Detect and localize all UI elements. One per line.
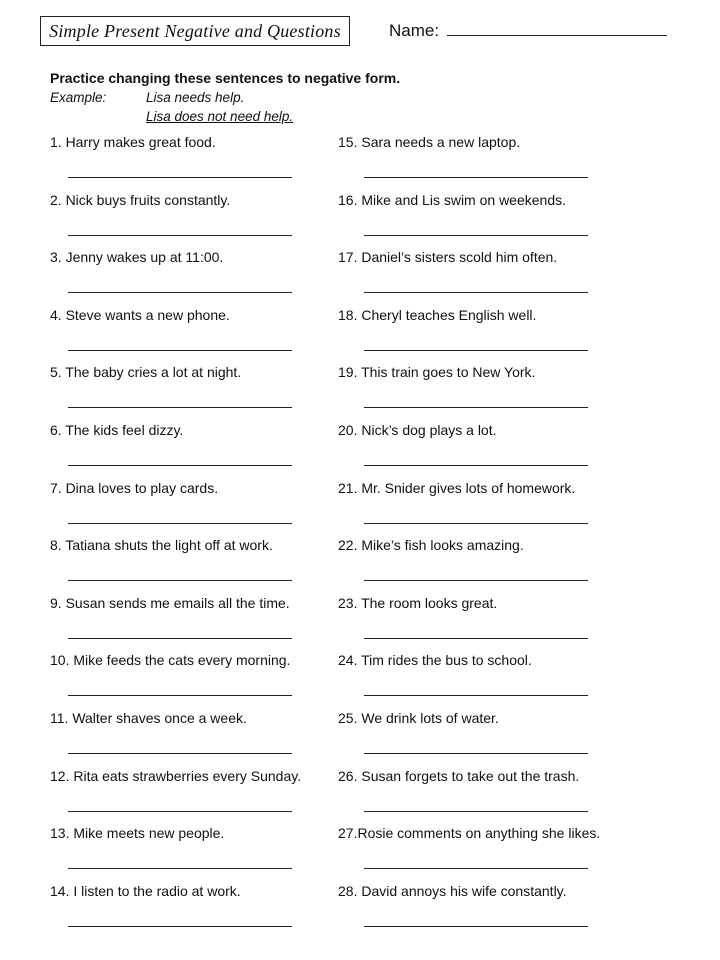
exercise-item: 20. Nick’s dog plays a lot. [338, 422, 497, 438]
exercise-item: 27.Rosie comments on anything she likes. [338, 825, 601, 842]
answer-line[interactable] [364, 523, 588, 524]
answer-line[interactable] [68, 811, 292, 812]
exercise-item: 19. This train goes to New York. [338, 364, 536, 381]
answer-line[interactable] [68, 523, 292, 524]
answer-line[interactable] [364, 580, 588, 581]
exercise-item: 7. Dina loves to play cards. [50, 479, 219, 496]
answer-line[interactable] [364, 407, 588, 408]
answer-line[interactable] [68, 407, 292, 408]
answer-line[interactable] [68, 695, 292, 696]
name-label: Name: [389, 21, 440, 40]
answer-line[interactable] [364, 292, 588, 293]
exercise-item: 21. Mr. Snider gives lots of homework. [338, 479, 576, 496]
example-answer: Lisa does not need help. [146, 109, 294, 124]
answer-line[interactable] [68, 868, 292, 869]
exercise-item: 2. Nick buys fruits constantly. [50, 191, 231, 208]
answer-line[interactable] [364, 753, 588, 754]
answer-line[interactable] [68, 235, 292, 236]
exercise-item: 18. Cheryl teaches English well. [338, 306, 537, 323]
example-answer-wrap [146, 109, 311, 124]
exercise-item: 8. Tatiana shuts the light off at work. [50, 537, 273, 554]
example-sentence: Lisa needs help. [146, 90, 245, 105]
exercise-item: 22. Mike’s fish looks amazing. [338, 537, 524, 554]
exercise-item: 24. Tim rides the bus to school. [338, 652, 532, 669]
answer-line[interactable] [364, 235, 588, 236]
answer-line[interactable] [364, 465, 588, 466]
answer-line[interactable] [364, 811, 588, 812]
answer-line[interactable] [364, 926, 588, 927]
answer-line[interactable] [364, 638, 588, 639]
answer-line[interactable] [364, 695, 588, 696]
answer-line[interactable] [68, 177, 292, 178]
exercise-item: 12. Rita eats strawberries every Sunday. [50, 767, 302, 784]
exercise-item: 17. Daniel’s sisters scold him often. [338, 249, 558, 266]
name-blank-line[interactable] [447, 21, 667, 36]
worksheet-title: Simple Present Negative and Questions [40, 16, 350, 46]
exercise-item: 28. David annoys his wife constantly. [338, 882, 567, 899]
exercise-item: 1. Harry makes great food. [50, 134, 216, 150]
exercise-item: 26. Susan forgets to take out the trash. [338, 767, 580, 784]
answer-line[interactable] [68, 350, 292, 351]
example-label: Example: [50, 90, 107, 105]
exercise-item: 9. Susan sends me emails all the time. [50, 594, 290, 611]
answer-line[interactable] [364, 868, 588, 869]
answer-line[interactable] [68, 580, 292, 581]
exercise-item: 15. Sara needs a new laptop. [338, 134, 521, 150]
instructions: Practice changing these sentences to negative form. [50, 70, 401, 86]
exercise-item: 10. Mike feeds the cats every morning. [50, 652, 291, 669]
answer-line[interactable] [364, 350, 588, 351]
name-field [389, 21, 667, 41]
answer-line[interactable] [68, 465, 292, 466]
exercise-item: 16. Mike and Lis swim on weekends. [338, 191, 566, 208]
answer-line[interactable] [364, 177, 588, 178]
exercise-item: 25. We drink lots of water. [338, 710, 499, 726]
exercise-item: 14. I listen to the radio at work. [50, 882, 241, 899]
exercise-item: 13. Mike meets new people. [50, 825, 225, 842]
exercise-item: 6. The kids feel dizzy. [50, 422, 184, 438]
answer-line[interactable] [68, 292, 292, 293]
answer-line[interactable] [68, 753, 292, 754]
exercise-item: 11. Walter shaves once a week. [50, 710, 247, 726]
exercise-item: 5. The baby cries a lot at night. [50, 364, 242, 381]
answer-line[interactable] [68, 638, 292, 639]
exercise-item: 3. Jenny wakes up at 11:00. [50, 249, 224, 266]
answer-line[interactable] [68, 926, 292, 927]
exercise-item: 4. Steve wants a new phone. [50, 306, 230, 323]
exercise-item: 23. The room looks great. [338, 594, 498, 611]
